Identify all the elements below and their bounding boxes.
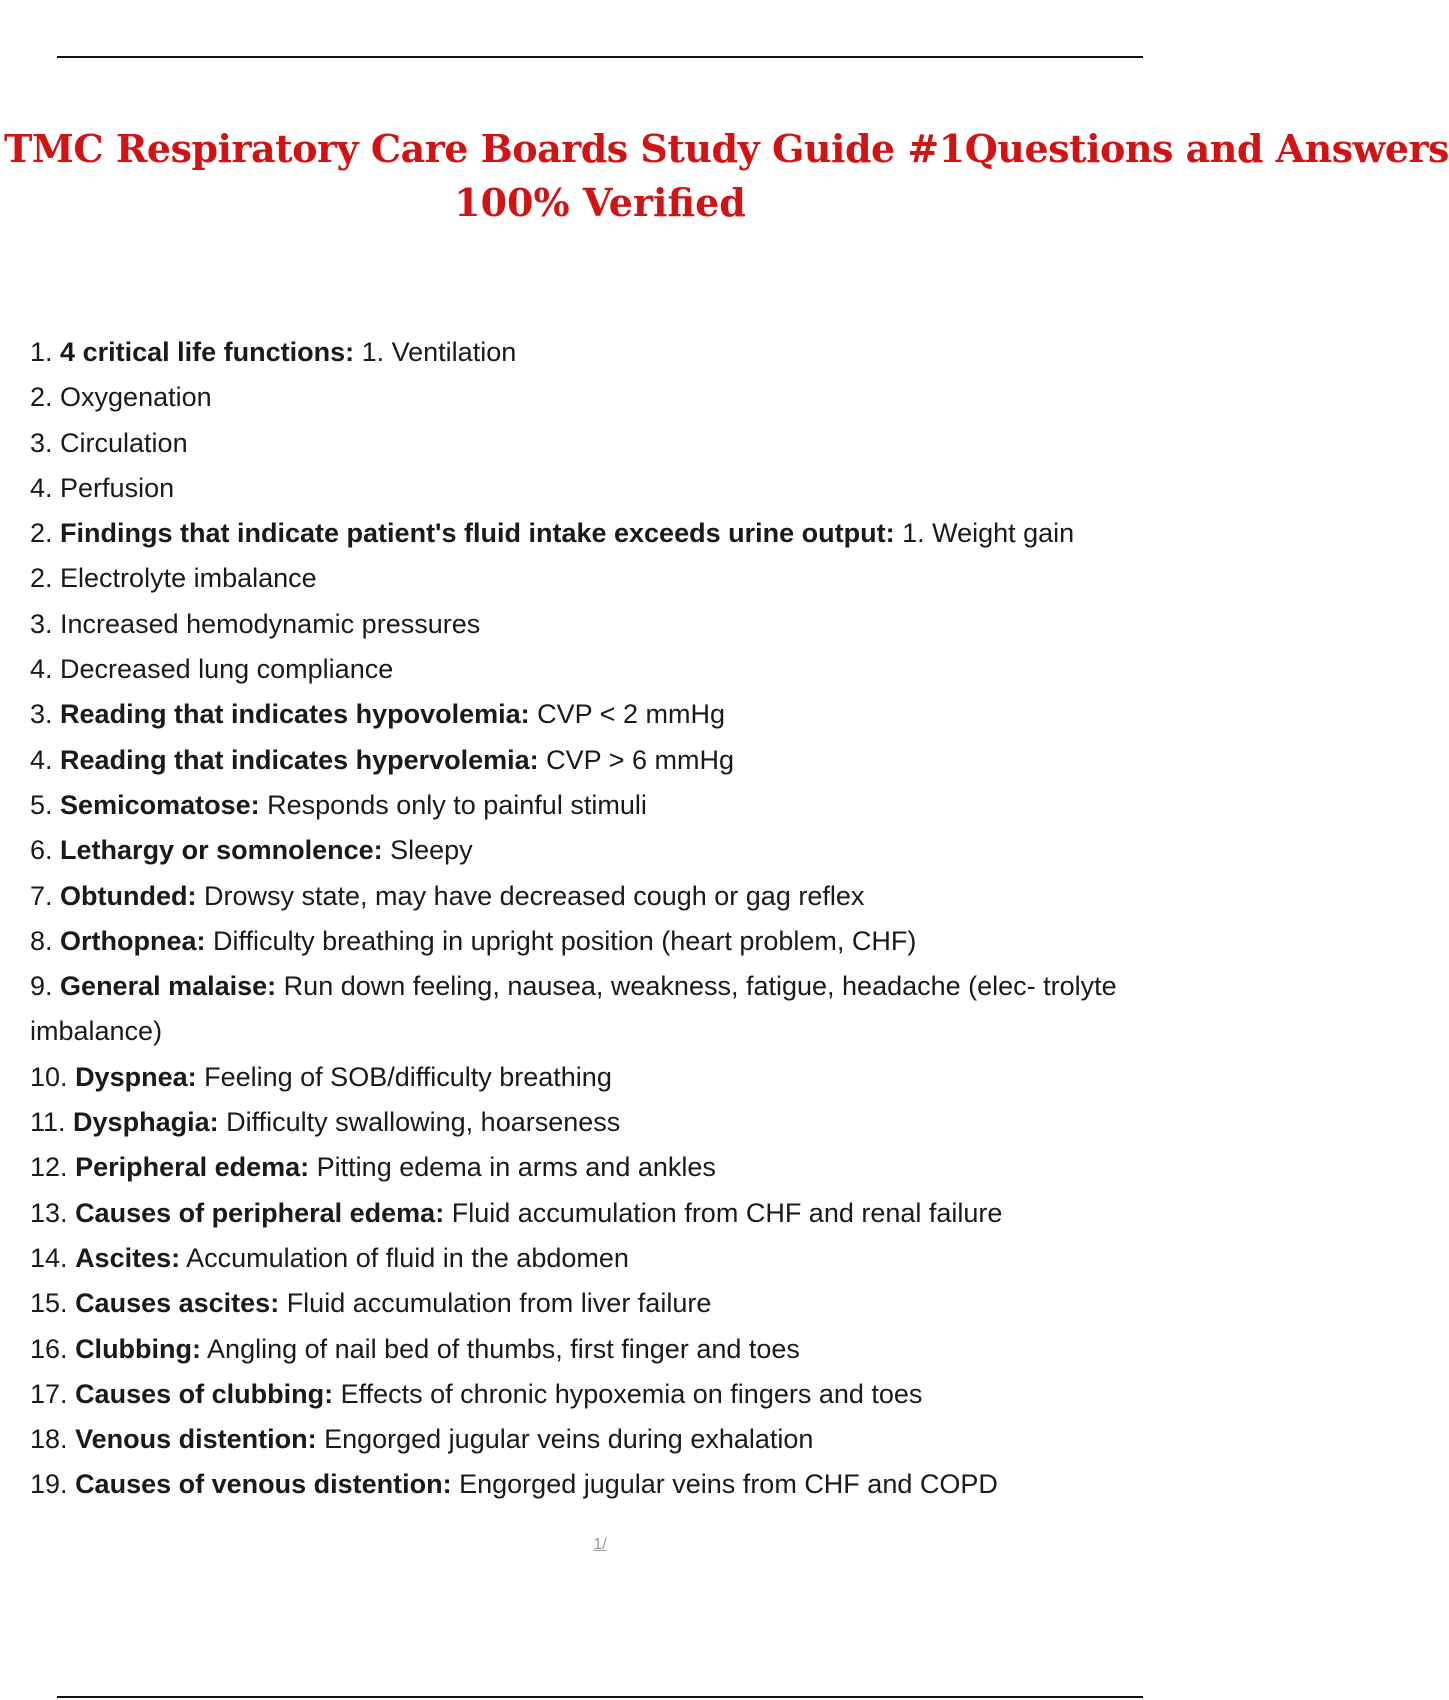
item-term: Causes ascites:: [75, 1288, 280, 1319]
item-number: 15.: [30, 1288, 68, 1319]
list-item: [30, 1145, 1180, 1190]
list-item: [30, 919, 1180, 964]
item-term: Orthopnea:: [60, 925, 206, 956]
item-number: 14.: [30, 1242, 68, 1273]
item-text: Responds only to painful stimuli: [259, 789, 647, 820]
list-item: [30, 602, 1180, 647]
list-item: [30, 330, 1180, 375]
item-term: Findings that indicate patient's fluid intake exceeds urine output:: [60, 518, 895, 549]
item-text: Engorged jugular veins during exhalation: [316, 1424, 814, 1455]
item-term: General malaise:: [60, 971, 277, 1002]
item-term: Reading that indicates hypervolemia:: [60, 744, 539, 775]
item-number: 19.: [30, 1469, 68, 1500]
item-text: Increased hemodynamic pressures: [52, 608, 481, 639]
item-text: 1. Ventilation: [354, 337, 517, 367]
item-number: 17.: [30, 1378, 68, 1409]
item-text: Run down feeling, nausea, weakness, fatigue, headache (elec- trolyte imbalance): [30, 971, 1117, 1047]
list-item: [30, 421, 1180, 466]
item-number: 4.: [30, 744, 53, 775]
item-text: Feeling of SOB/difficulty breathing: [196, 1061, 612, 1092]
item-text: Effects of chronic hypoxemia on fingers and toes: [333, 1378, 923, 1409]
list-item: [30, 692, 1180, 737]
list-item: [30, 1236, 1180, 1281]
item-text: Accumulation of fluid in the abdomen: [180, 1242, 629, 1273]
list-item: [30, 1372, 1180, 1417]
page-number: 1/: [593, 1536, 607, 1553]
bottom-divider: [57, 1696, 1143, 1698]
item-text: Difficulty breathing in upright position (heart problem, CHF): [205, 925, 917, 956]
list-item: [30, 1462, 1180, 1507]
item-term: Obtunded:: [60, 880, 197, 911]
item-number: 3.: [30, 699, 53, 730]
item-term: Causes of venous distention:: [75, 1469, 452, 1500]
item-number: 8.: [30, 925, 53, 956]
item-number: 3.: [30, 608, 53, 639]
item-text: CVP < 2 mmHg: [529, 699, 725, 730]
list-item: [30, 874, 1180, 919]
top-divider: [57, 56, 1143, 58]
item-text: Fluid accumulation from liver failure: [279, 1288, 712, 1319]
item-number: 6.: [30, 835, 53, 866]
item-term: Lethargy or somnolence:: [60, 835, 383, 866]
item-text: Fluid accumulation from CHF and renal failure: [444, 1197, 1003, 1228]
list-item: [30, 511, 1180, 556]
item-number: 18.: [30, 1424, 68, 1455]
title-line-2: 100% Verified: [454, 180, 746, 225]
item-text: Angling of nail bed of thumbs, first finger and toes: [201, 1333, 800, 1364]
qa-list: [30, 330, 1180, 1508]
item-number: 11.: [30, 1107, 66, 1138]
item-term: Ascites:: [75, 1242, 181, 1273]
item-number: 10.: [30, 1061, 68, 1092]
item-text: Sleepy: [382, 835, 473, 866]
item-number: 2.: [30, 518, 53, 549]
item-term: Venous distention:: [75, 1424, 317, 1455]
list-item: [30, 783, 1180, 828]
list-item: [30, 375, 1180, 420]
item-term: Reading that indicates hypovolemia:: [60, 699, 530, 730]
document-title: [0, 122, 1449, 230]
list-item: [30, 1100, 1180, 1145]
list-item: [30, 1281, 1180, 1326]
item-number: 12.: [30, 1152, 68, 1183]
list-item: [30, 1191, 1180, 1236]
list-item: [30, 1327, 1180, 1372]
list-item: [30, 1417, 1180, 1462]
item-term: Peripheral edema:: [75, 1152, 310, 1183]
list-item: [30, 556, 1180, 601]
item-text: Electrolyte imbalance: [52, 563, 317, 594]
item-number: 5.: [30, 789, 53, 820]
item-number: 7.: [30, 880, 53, 911]
item-term: Causes of peripheral edema:: [75, 1197, 445, 1228]
item-number: 16.: [30, 1333, 68, 1364]
item-text: CVP > 6 mmHg: [538, 744, 734, 775]
list-item: [30, 738, 1180, 783]
item-text: Circulation: [52, 427, 188, 458]
item-text: 1. Weight gain: [894, 518, 1075, 549]
item-text: Engorged jugular veins from CHF and COPD: [451, 1469, 998, 1500]
item-number: 3.: [30, 427, 53, 458]
item-text: Pitting edema in arms and ankles: [309, 1152, 716, 1183]
item-text: Oxygenation: [52, 382, 212, 413]
list-item: [30, 1055, 1180, 1100]
item-term: Causes of clubbing:: [75, 1378, 334, 1409]
item-number: 9.: [30, 971, 53, 1002]
item-term: 4 critical life functions:: [60, 337, 355, 367]
item-text: Decreased lung compliance: [52, 654, 394, 685]
item-term: Clubbing:: [75, 1333, 202, 1364]
item-text: Difficulty swallowing, hoarseness: [218, 1107, 621, 1138]
item-number: 2.: [30, 563, 53, 594]
item-number: 4.: [30, 472, 53, 503]
item-number: 4.: [30, 654, 53, 685]
item-text: Drowsy state, may have decreased cough or gag reflex: [196, 880, 865, 911]
item-term: Dyspnea:: [75, 1061, 197, 1092]
item-text: Perfusion: [52, 472, 175, 503]
list-item: [30, 647, 1180, 692]
item-number: 2.: [30, 382, 53, 413]
list-item: [30, 964, 1180, 1055]
item-term: Semicomatose:: [60, 789, 260, 820]
item-term: Dysphagia:: [73, 1107, 219, 1138]
list-item: [30, 828, 1180, 873]
item-number: 13.: [30, 1197, 68, 1228]
title-line-1: TMC Respiratory Care Boards Study Guide #1Questions and Answers: [4, 126, 1449, 171]
item-number: 1.: [30, 337, 53, 367]
list-item: [30, 466, 1180, 511]
